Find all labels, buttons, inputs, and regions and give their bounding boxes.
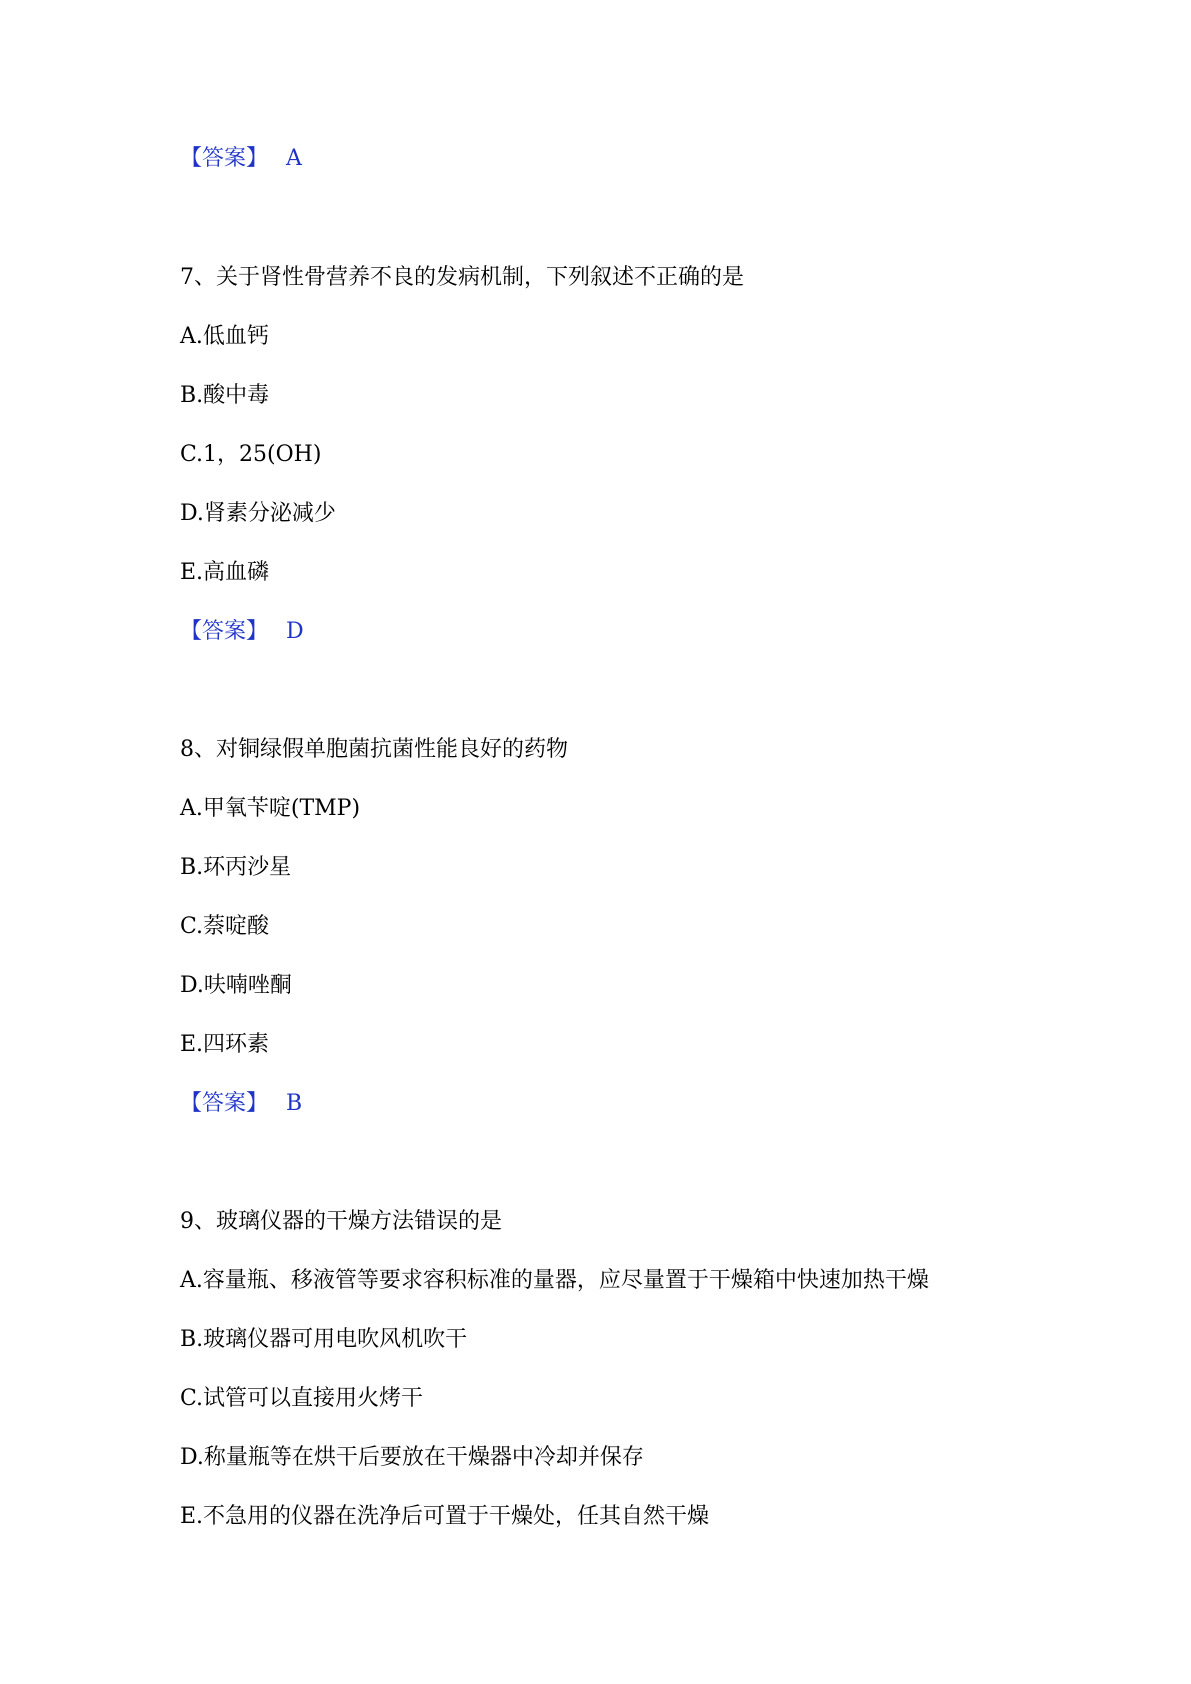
answer-label: 【答案】 [180, 146, 269, 171]
option-q9-a: A.容量瓶、移液管等要求容积标准的量器，应尽量置于干燥箱中快速加热干燥 [180, 1268, 929, 1293]
question-stem-q9: 9、玻璃仪器的干燥方法错误的是 [180, 1209, 502, 1234]
option-q8-c: C.萘啶酸 [180, 914, 270, 939]
answer-line-q6 [180, 144, 302, 174]
option-q9-d: D.称量瓶等在烘干后要放在干燥器中冷却并保存 [180, 1445, 644, 1470]
answer-line-q7 [180, 617, 304, 647]
answer-line-q8 [180, 1089, 302, 1119]
option-q7-c: C.1，25(OH) [180, 442, 322, 467]
question-stem-q7: 7、关于肾性骨营养不良的发病机制，下列叙述不正确的是 [180, 265, 744, 290]
option-q8-d: D.呋喃唑酮 [180, 973, 292, 998]
option-q8-e: E.四环素 [180, 1032, 270, 1057]
option-q8-b: B.环丙沙星 [180, 855, 292, 880]
option-q9-c: C.试管可以直接用火烤干 [180, 1386, 424, 1411]
option-q7-d: D.肾素分泌减少 [180, 501, 336, 526]
answer-label: 【答案】 [180, 1091, 269, 1116]
option-q7-e: E.高血磷 [180, 560, 270, 585]
answer-value: D [286, 619, 304, 644]
option-q9-b: B.玻璃仪器可用电吹风机吹干 [180, 1327, 468, 1352]
answer-label: 【答案】 [180, 619, 269, 644]
option-q7-a: A.低血钙 [180, 324, 269, 349]
option-q8-a: A.甲氧苄啶(TMP) [180, 796, 361, 821]
option-q7-b: B.酸中毒 [180, 383, 270, 408]
question-stem-q8: 8、对铜绿假单胞菌抗菌性能良好的药物 [180, 737, 568, 762]
answer-value: A [286, 146, 302, 171]
answer-value: B [286, 1091, 303, 1116]
option-q9-e: E.不急用的仪器在洗净后可置于干燥处，任其自然干燥 [180, 1504, 710, 1529]
